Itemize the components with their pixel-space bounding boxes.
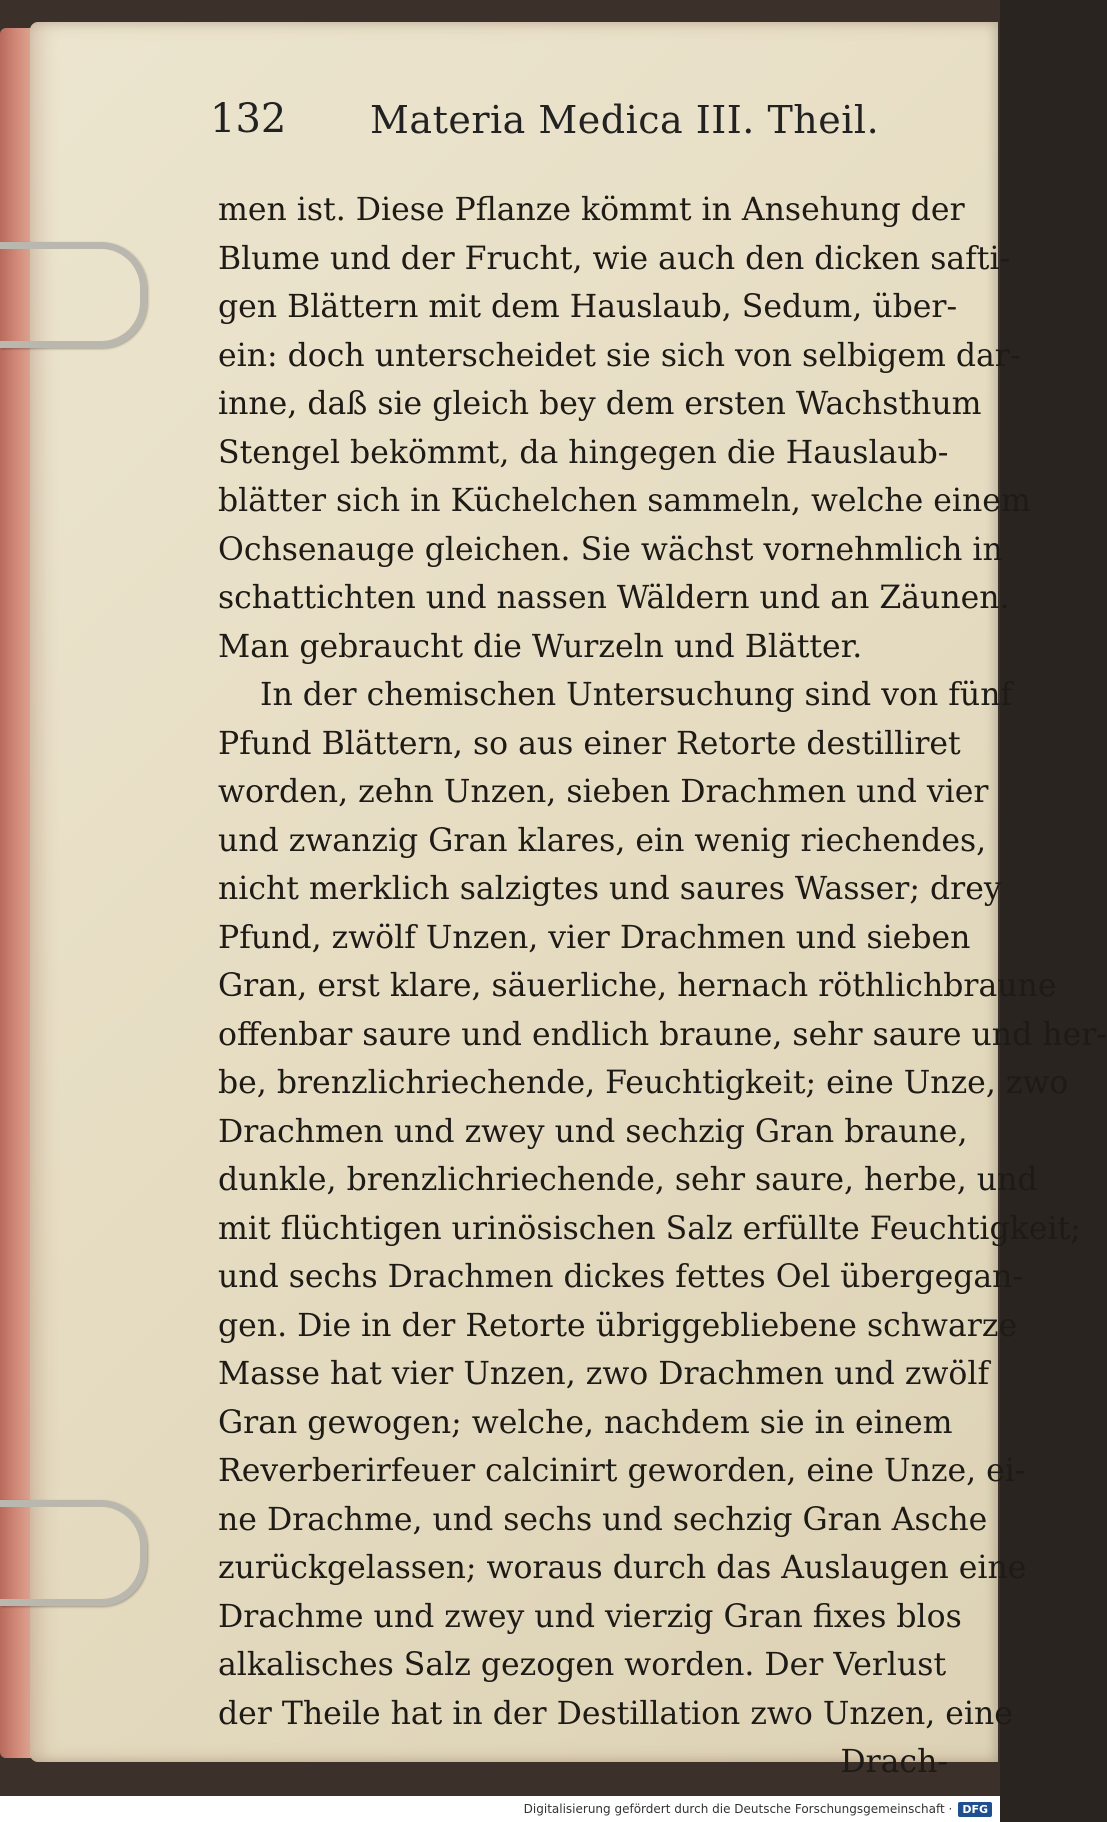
catchword: Drach- bbox=[840, 1744, 948, 1780]
text-line: schattichten und nassen Wäldern und an Zäunen. bbox=[218, 580, 1010, 616]
text-line: Gran, erst klare, säuerliche, hernach röthlichbraune bbox=[218, 968, 1057, 1004]
paragraph-start-line: In der chemischen Untersuchung sind von fünf bbox=[260, 677, 1013, 713]
text-line: worden, zehn Unzen, sieben Drachmen und vier bbox=[218, 774, 989, 810]
text-line: nicht merklich salzigtes und saures Wasser; drey bbox=[218, 871, 1002, 907]
text-line: Reverberirfeuer calcinirt geworden, eine Unze, ei- bbox=[218, 1453, 1026, 1489]
text-line: ein: doch unterscheidet sie sich von selbigem dar- bbox=[218, 337, 1021, 374]
text-line: und sechs Drachmen dickes fettes Oel übergegan- bbox=[218, 1259, 1024, 1295]
text-line: inne, daß sie gleich bey dem ersten Wachsthum bbox=[218, 386, 982, 422]
text-line: Ochsenauge gleichen. Sie wächst vornehmlich in bbox=[218, 531, 1003, 568]
text-line: Man gebraucht die Wurzeln und Blätter. bbox=[218, 628, 863, 665]
text-line: Pfund, zwölf Unzen, vier Drachmen und sieben bbox=[218, 919, 971, 956]
text-line: mit flüchtigen urinösischen Salz erfüllte Feuchtigkeit; bbox=[218, 1210, 1081, 1247]
text-line: der Theile hat in der Destillation zwo Unzen, eine bbox=[218, 1695, 1013, 1732]
text-line: blätter sich in Küchelchen sammeln, welche einem bbox=[218, 483, 1031, 519]
text-line: Pfund Blättern, so aus einer Retorte destilliret bbox=[218, 725, 961, 762]
text-line: gen. Die in der Retorte übriggebliebene schwarze bbox=[218, 1307, 1018, 1344]
page-number: 132 bbox=[210, 96, 287, 142]
page-header bbox=[210, 96, 910, 156]
text-line: zurückgelassen; woraus durch das Auslaugen eine bbox=[218, 1550, 1027, 1586]
running-title: Materia Medica III. Theil. bbox=[370, 98, 880, 142]
digitization-footer bbox=[0, 1796, 1000, 1822]
page-clip-bottom bbox=[0, 1500, 147, 1606]
dfg-logo: DFG bbox=[958, 1802, 992, 1817]
footer-credit: Digitalisierung gefördert durch die Deutsche Forschungsgemeinschaft · bbox=[523, 1802, 953, 1816]
text-line: alkalisches Salz gezogen worden. Der Verlust bbox=[218, 1647, 947, 1683]
body-text bbox=[218, 186, 1107, 1787]
text-line: Gran gewogen; welche, nachdem sie in einem bbox=[218, 1404, 953, 1441]
text-line: gen Blättern mit dem Hauslaub, Sedum, über- bbox=[218, 289, 958, 325]
text-line: ne Drachme, und sechs und sechzig Gran Asche bbox=[218, 1501, 988, 1538]
text-line: dunkle, brenzlichriechende, sehr saure, herbe, und bbox=[218, 1162, 1038, 1198]
page-clip-top bbox=[0, 242, 147, 348]
text-line: und zwanzig Gran klares, ein wenig riechendes, bbox=[218, 822, 987, 859]
text-line: Masse hat vier Unzen, zwo Drachmen und zwölf bbox=[218, 1356, 990, 1392]
text-line: men ist. Diese Pflanze kömmt in Ansehung der bbox=[218, 192, 965, 228]
text-line: Blume und der Frucht, wie auch den dicken safti- bbox=[218, 240, 1011, 277]
text-line: Drachmen und zwey und sechzig Gran braune, bbox=[218, 1113, 968, 1150]
text-line: be, brenzlichriechende, Feuchtigkeit; eine Unze, zwo bbox=[218, 1065, 1069, 1101]
text-line: Drachme und zwey und vierzig Gran fixes blos bbox=[218, 1598, 962, 1635]
text-line: offenbar saure und endlich braune, sehr saure und her- bbox=[218, 1016, 1107, 1053]
text-line: Stengel bekömmt, da hingegen die Hauslaub- bbox=[218, 434, 949, 471]
